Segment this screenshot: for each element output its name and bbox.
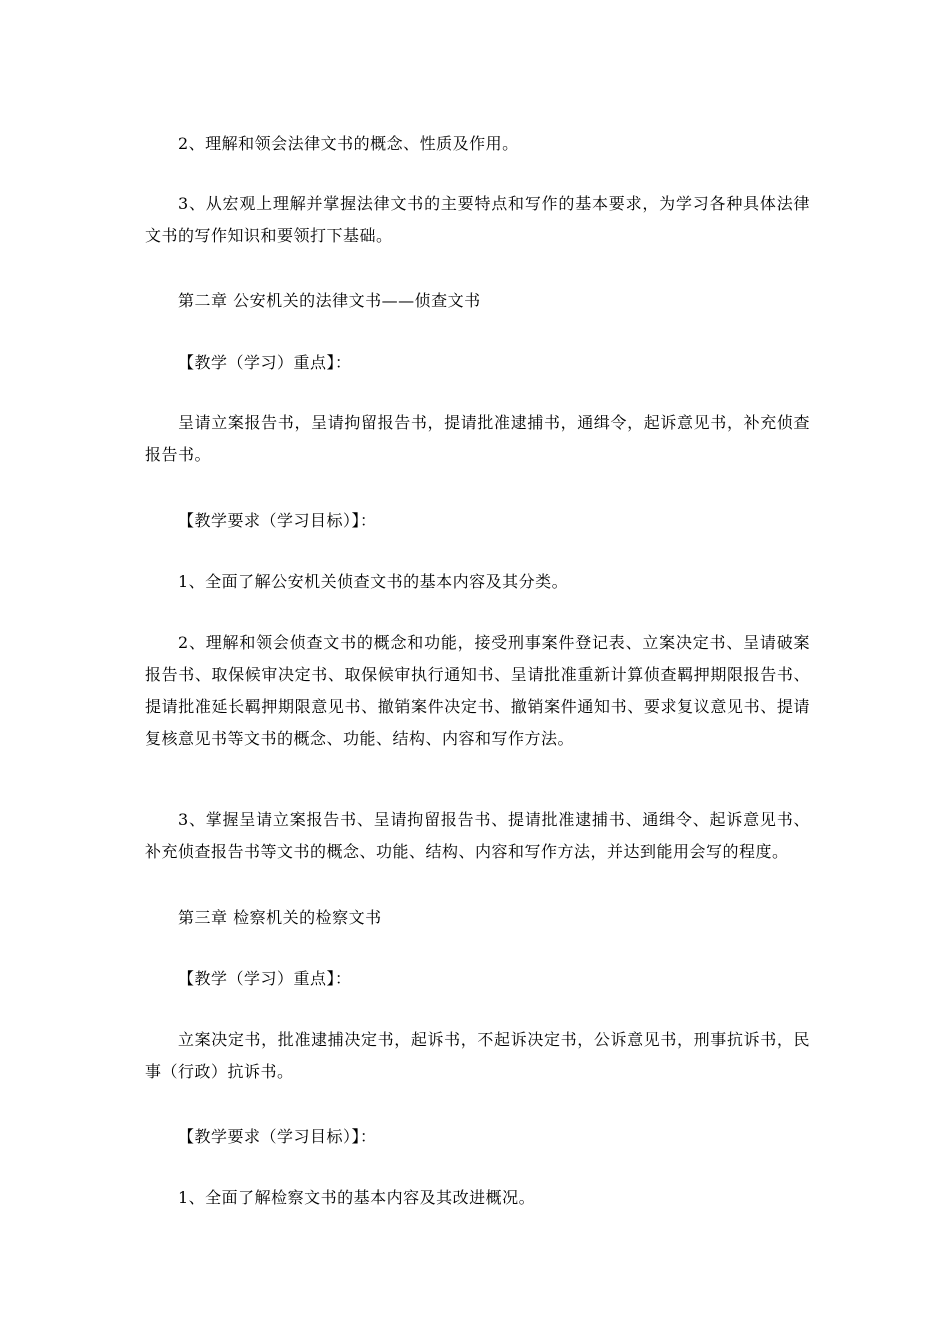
requirement-item-3: 3、从宏观上理解并掌握法律文书的主要特点和写作的基本要求，为学习各种具体法律文书的写作知识和要领打下基础。 (145, 194, 810, 245)
chapter-2-heading: 第二章 公安机关的法律文书——侦查文书 (178, 291, 481, 310)
requirement-item-1: 1、全面了解公安机关侦查文书的基本内容及其分类。 (178, 572, 569, 591)
key-points-heading: 【教学（学习）重点】： (178, 353, 352, 372)
key-points-heading: 【教学（学习）重点】： (178, 969, 352, 988)
requirement-item-1: 1、全面了解检察文书的基本内容及其改进概况。 (178, 1188, 536, 1207)
requirement-item-3: 3、掌握呈请立案报告书、呈请拘留报告书、提请批准逮捕书、通缉令、起诉意见书、补充侦查报告书等文书的概念、功能、结构、内容和写作方法，并达到能用会写的程度。 (145, 810, 810, 861)
key-points-text: 呈请立案报告书，呈请拘留报告书，提请批准逮捕书，通缉令，起诉意见书，补充侦查报告书。 (145, 413, 810, 464)
teaching-requirements-heading: 【教学要求（学习目标）】： (178, 1127, 377, 1146)
requirement-item-2: 2、理解和领会侦查文书的概念和功能，接受刑事案件登记表、立案决定书、呈请破案报告书、取保候审决定书、取保候审执行通知书、呈请批准重新计算侦查羁押期限报告书、提请批准延长羁押期限意见书、撤销案件决定书、撤销案件通知书、要求复议意见书、提请复核意见书等文书的概念、功能、结构、内容和写作方法。 (145, 633, 810, 748)
teaching-requirements-heading: 【教学要求（学习目标）】： (178, 511, 377, 530)
chapter-3-heading: 第三章 检察机关的检察文书 (178, 908, 382, 927)
key-points-text: 立案决定书，批准逮捕决定书，起诉书，不起诉决定书，公诉意见书，刑事抗诉书，民事（行政）抗诉书。 (145, 1030, 810, 1081)
requirement-item-2: 2、理解和领会法律文书的概念、性质及作用。 (178, 134, 519, 153)
